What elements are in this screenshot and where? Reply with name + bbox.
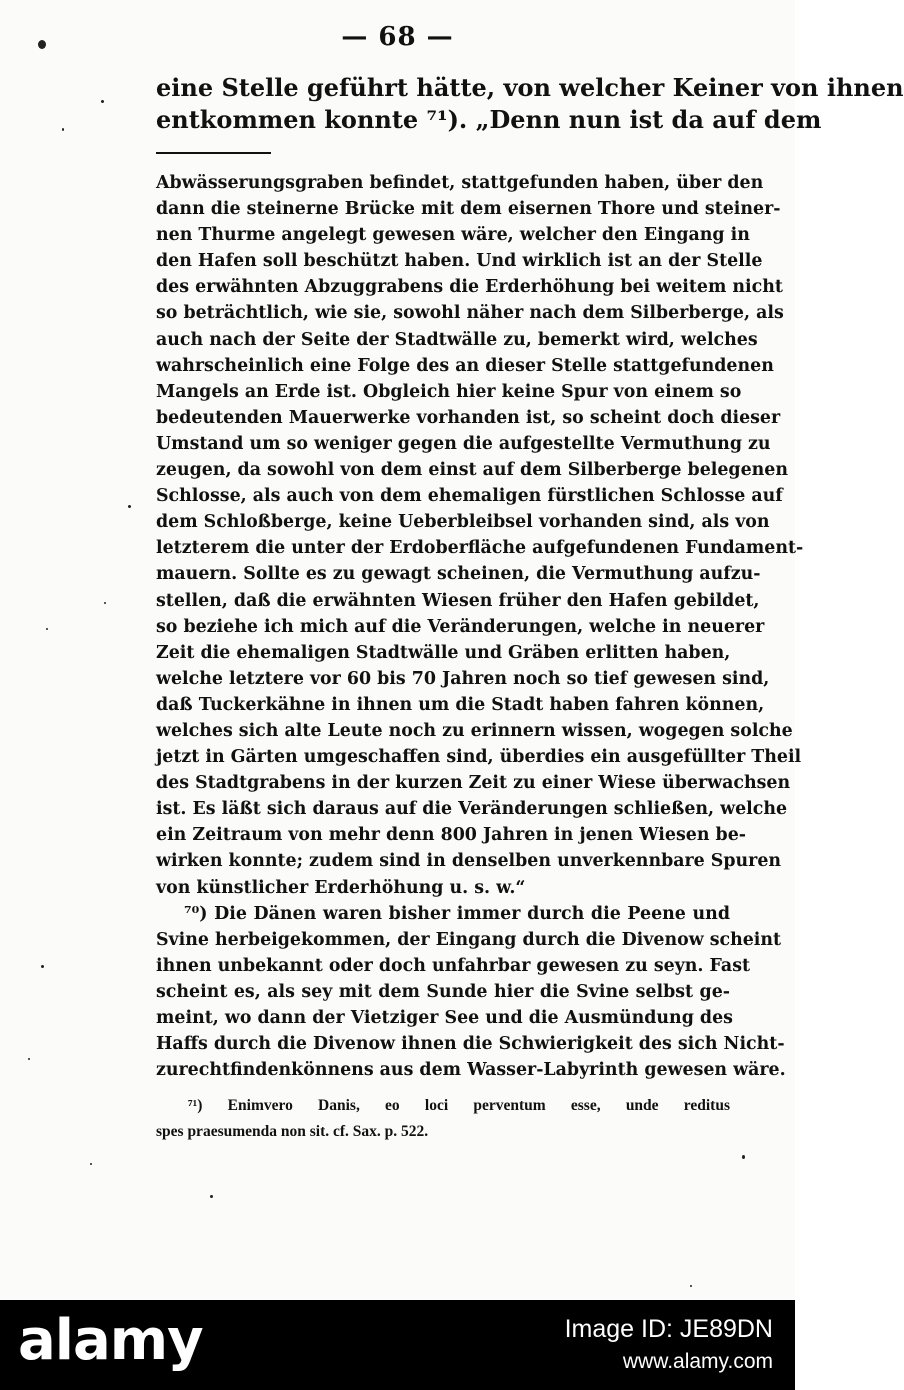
footnote-text [156,170,804,1083]
footnote-line: Svine herbeigekommen, der Eingang durch die Divenow scheint [156,929,782,950]
footnote-line: meint, wo dann der Vietziger See und die Ausmündung des [156,1008,733,1028]
footnote-rule [156,152,271,154]
main-text-line: eine Stelle geführt hätte, von welcher Keiner von ihnen [156,73,904,102]
footnote-line: Umstand um so weniger gegen die aufgestellte Vermuthung zu [156,433,771,454]
footnote-line: des erwähnten Abzuggrabens die Erderhöhung bei weitem nicht [156,277,783,298]
footnote-line: ihnen unbekannt oder doch unfahrbar gewesen zu seyn. Fast [156,955,751,976]
scan-speck [41,965,44,968]
scan-speck [46,628,48,630]
footnote-line: bedeutenden Mauerwerke vorhanden ist, so scheint doch dieser [156,407,781,428]
latin-footnote-line: spes praesumenda non sit. cf. Sax. p. 522. [156,1123,429,1140]
footnote-line: welche letztere vor 60 bis 70 Jahren noch so tief gewesen sind, [156,668,770,689]
watermark-logo: alamy [18,1308,203,1373]
footnote-line: dann die steinerne Brücke mit dem eisernen Thore und steiner- [156,199,781,220]
footnote-line: zeugen, da sowohl von dem einst auf dem Silberberge belegenen [156,460,789,481]
scan-speck [28,1058,30,1060]
footnote-line: zurechtfindenkönnens aus dem Wasser-Labyrinth gewesen wäre. [156,1060,786,1081]
footnote-line: auch nach der Seite der Stadtwälle zu, bemerkt wird, welches [156,329,758,350]
footnote-line: Mangels an Erde ist. Obgleich hier keine Spur von einem so [156,381,742,402]
footnote-line: Haffs durch die Divenow ihnen die Schwierigkeit des sich Nicht- [156,1034,785,1055]
footnote-line: nen Thurme angelegt gewesen wäre, welcher den Eingang in [156,225,750,246]
footnote-line: von künstlicher Erderhöhung u. s. w.“ [156,877,526,898]
footnote-line: ist. Es läßt sich daraus auf die Veränderungen schließen, welche [156,799,788,820]
footnote-line: daß Tuckerkähne in ihnen um die Stadt haben fahren können, [156,694,765,715]
site-url: www.alamy.com [622,1350,773,1373]
footnote-line: den Hafen soll beschützt haben. Und wirklich ist an der Stelle [156,251,763,272]
footnote-line: stellen, daß die erwähnten Wiesen früher den Hafen gebildet, [156,590,760,611]
scan-speck [62,128,64,131]
footnote-line: so beziehe ich mich auf die Veränderungen, welche in neuerer [156,616,765,637]
scan-speck [104,602,106,604]
footnote-line: des Stadtgrabens in der kurzen Zeit zu einer Wiese überwachsen [156,773,791,794]
scan-speck [128,505,131,508]
footnote-line: so beträchtlich, wie sie, sowohl näher nach dem Silberberge, als [156,303,784,324]
footnote-line: welches sich alte Leute noch zu erinnern wissen, wogegen solche [156,720,793,741]
scan-speck [690,1285,692,1287]
scan-speck [101,100,104,103]
footnote-line: scheint es, als sey mit dem Sunde hier die Svine selbst ge- [156,981,730,1002]
latin-footnote-line: ⁷¹) Enimvero Danis, eo loci perventum esse, unde reditus [188,1097,730,1114]
page-number: — 68 — [341,22,454,52]
scan-speck [90,1163,92,1165]
scan-speck [742,1155,745,1159]
scan-speck [210,1195,213,1198]
footnote-line: mauern. Sollte es zu gewagt scheinen, die Vermuthung aufzu- [156,564,761,585]
main-text-line: entkommen konnte ⁷¹). „Denn nun ist da auf dem [156,105,822,134]
image-id: Image ID: JE89DN [564,1315,773,1343]
footnote-line: letzterem die unter der Erdoberfläche aufgefundenen Fundament- [156,538,804,559]
footnote-line: dem Schloßberge, keine Ueberbleibsel vorhanden sind, als von [156,512,770,533]
footnote-line: jetzt in Gärten umgeschaffen sind, überdies ein ausgefüllter Theil [156,747,802,768]
footnote-line: Zeit die ehemaligen Stadtwälle und Gräben erlitten haben, [156,642,731,663]
footnote-line: wirken konnte; zudem sind in denselben unverkennbare Spuren [156,851,782,872]
footnote-line: wahrscheinlich eine Folge des an dieser Stelle stattgefundenen [156,355,774,376]
footnote-line: Schlosse, als auch von dem ehemaligen fürstlichen Schlosse auf [156,486,783,507]
main-text [156,72,904,136]
footnote-line: ein Zeitraum von mehr denn 800 Jahren in jenen Wiesen be- [156,825,746,846]
footnote-line: ⁷⁰) Die Dänen waren bisher immer durch die Peene und [184,903,730,924]
latin-footnote [156,1093,730,1145]
footnote-line: Abwässerungsgraben befindet, stattgefunden haben, über den [156,173,764,193]
